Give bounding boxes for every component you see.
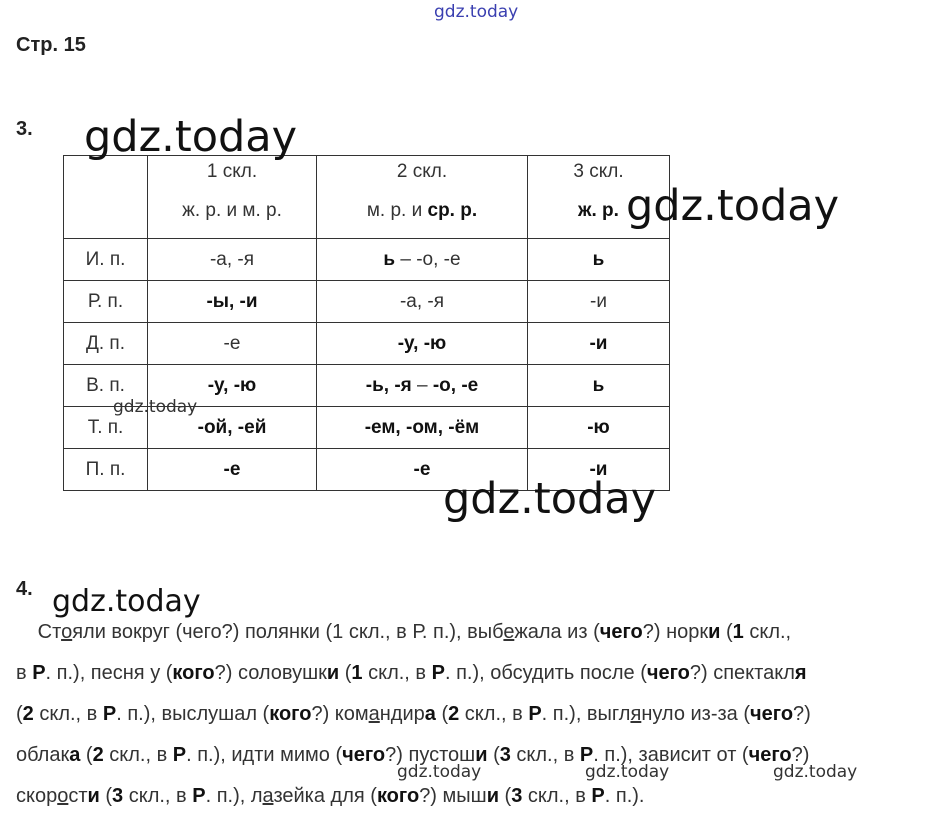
- table-cell: -и: [528, 281, 670, 323]
- table-cell: -а, -я: [317, 281, 528, 323]
- watermark: gdz.today: [397, 762, 482, 782]
- table-cell: -у, -ю: [317, 323, 528, 365]
- table-row: [64, 239, 670, 281]
- case-label: Д. п.: [64, 323, 148, 365]
- header-declension-2: 2 скл. м. р. и ср. р.: [317, 156, 528, 239]
- watermark: gdz.today: [84, 112, 298, 162]
- watermark: gdz.today: [113, 397, 198, 417]
- task-4-text: [16, 612, 946, 817]
- table-cell: -и: [528, 449, 670, 491]
- task-3-number: 3.: [16, 118, 33, 140]
- table-cell: -ем, -ом, -ём: [317, 407, 528, 449]
- case-label: Р. п.: [64, 281, 148, 323]
- text-line: скорости (3 скл., в Р. п.), лазейка для (кого?) мыши (3 скл., в Р. п.).: [16, 785, 645, 807]
- task-4-number: 4.: [16, 578, 33, 600]
- watermark: gdz.today: [585, 762, 670, 782]
- table-cell: -ы, -и: [148, 281, 317, 323]
- table-cell: -е: [148, 449, 317, 491]
- table-row: [64, 323, 670, 365]
- text-line: в Р. п.), песня у (кого?) соловушки (1 скл., в Р. п.), обсудить после (чего?) спектакля: [16, 662, 807, 684]
- table-header-row: [64, 156, 670, 239]
- declension-table: [63, 155, 670, 491]
- case-label: И. п.: [64, 239, 148, 281]
- table-row: [64, 281, 670, 323]
- table-cell: -у, -ю: [148, 365, 317, 407]
- table-cell: -а, -я: [148, 239, 317, 281]
- page-title: Стр. 15: [16, 34, 86, 56]
- watermark: gdz.today: [52, 584, 201, 619]
- table-cell: -е: [317, 449, 528, 491]
- table-cell: -ой, -ей: [148, 407, 317, 449]
- case-label: Т. п.: [64, 407, 148, 449]
- header-declension-3: 3 скл. ж. р.: [528, 156, 670, 239]
- text-line: облака (2 скл., в Р. п.), идти мимо (чего?) пустоши (3 скл., в Р. п.), зависит от (чего?): [16, 744, 810, 766]
- case-label: В. п.: [64, 365, 148, 407]
- table-cell: -е: [148, 323, 317, 365]
- table-cell: -ь, -я – -о, -е: [317, 365, 528, 407]
- table-corner-cell: [64, 156, 148, 239]
- case-label: П. п.: [64, 449, 148, 491]
- table-cell: -и: [528, 323, 670, 365]
- header-declension-1: 1 скл. ж. р. и м. р.: [148, 156, 317, 239]
- table-cell: -ю: [528, 407, 670, 449]
- table-cell: ь: [528, 239, 670, 281]
- watermark-top: gdz.today: [434, 2, 519, 22]
- watermark: gdz.today: [626, 181, 840, 231]
- table-cell: ь – -о, -е: [317, 239, 528, 281]
- watermark: gdz.today: [443, 474, 657, 524]
- watermark: gdz.today: [773, 762, 858, 782]
- text-line: Стояли вокруг (чего?) полянки (1 скл., в Р. п.), выбежала из (чего?) норки (1 скл.,: [16, 621, 792, 643]
- table-cell: ь: [528, 365, 670, 407]
- text-line: (2 скл., в Р. п.), выслушал (кого?) командира (2 скл., в Р. п.), выглянуло из-за (чего?): [16, 703, 811, 725]
